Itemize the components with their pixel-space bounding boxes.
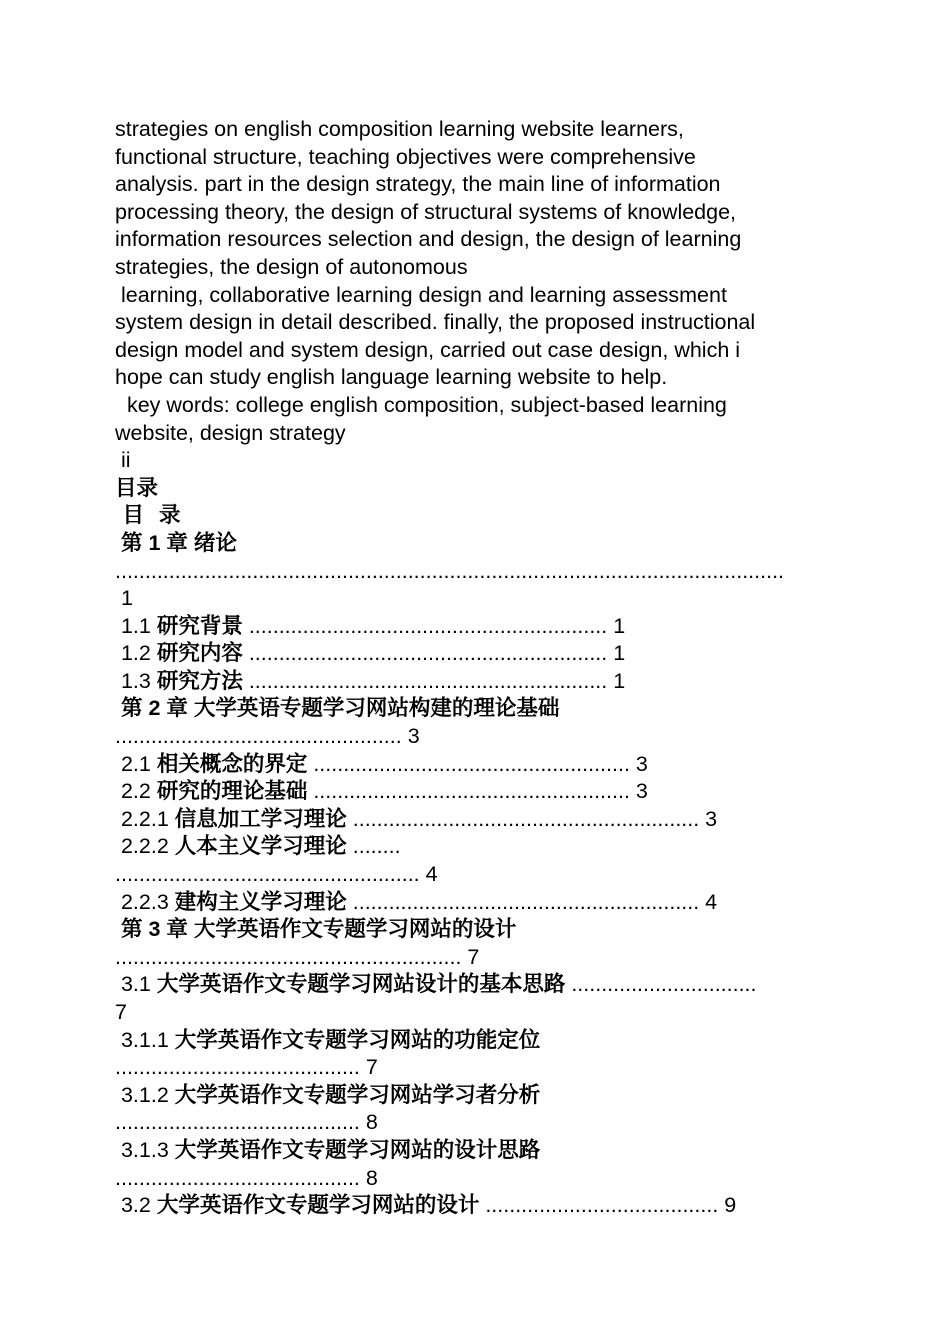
toc-entry-title: 大学英语作文专题学习网站的设计 — [193, 917, 517, 943]
toc-entry-2-1[interactable] — [115, 751, 845, 779]
toc-entry-number: 3.2 — [115, 1193, 157, 1218]
toc-entry-leader: ............................................................ 1 — [242, 668, 626, 693]
toc-entry-title: 大学英语作文专题学习网站学习者分析 — [174, 1082, 541, 1108]
abstract-line: strategies on english composition learning website learners, — [115, 117, 684, 141]
abstract-line: design model and system design, carried out case design, which i — [115, 337, 741, 362]
toc-entry-leader: ............................................................ 1 — [242, 641, 626, 666]
toc-entry-3-2[interactable] — [115, 1192, 845, 1220]
toc-entry-title: 大学英语作文专题学习网站设计的基本思路 — [156, 972, 566, 998]
abstract-line: hope can study english language learning website to help. — [115, 365, 668, 390]
toc-entry-number: 3.1.1 — [115, 1027, 175, 1052]
toc-entry-number: 1.1 — [115, 613, 157, 638]
toc-entry-title: 相关概念的界定 — [156, 751, 308, 777]
keywords-line: website, design strategy — [115, 420, 346, 445]
toc-entry-leader: ....................................... 9 — [479, 1193, 737, 1218]
toc-entry-2-2-1[interactable] — [115, 806, 845, 834]
toc-entry-title: 信息加工学习理论 — [174, 806, 347, 832]
page-number: ii — [115, 448, 131, 473]
toc-entry-number: 第 2 章 — [115, 696, 194, 721]
toc-heading: 目录 — [115, 475, 159, 501]
toc-page-number: 1 — [115, 586, 133, 611]
abstract-line: information resources selection and design, the design of learning — [115, 227, 742, 252]
toc-entry-number: 2.2.1 — [115, 806, 175, 831]
document-page — [115, 116, 845, 1220]
toc-entry-chapter-2[interactable] — [115, 695, 845, 723]
abstract-line: analysis. part in the design strategy, the main line of information — [115, 172, 721, 197]
toc-leader-dots: ......................................... 8 — [115, 1110, 378, 1135]
toc-entry-number: 2.2.2 — [115, 834, 175, 859]
toc-leader-dots: ......................................... 7 — [115, 1055, 378, 1080]
toc-entry-3-1-2[interactable] — [115, 1082, 845, 1110]
toc-entry-number: 2.2.3 — [115, 889, 175, 914]
toc-entry-title: 建构主义学习理论 — [174, 889, 347, 915]
toc-leader-dots: ................................................... 4 — [115, 862, 438, 887]
toc-entry-1-1[interactable] — [115, 613, 845, 641]
toc-entry-3-1-1[interactable] — [115, 1027, 845, 1055]
toc-heading-spaced: 目 录 — [115, 503, 181, 529]
toc-entry-number: 第 1 章 — [115, 530, 194, 555]
toc-entry-2-2[interactable] — [115, 778, 845, 806]
abstract-line: processing theory, the design of structural systems of knowledge, — [115, 199, 737, 224]
toc-entry-number: 1.3 — [115, 668, 157, 693]
toc-leader-dots: ......................................... 8 — [115, 1165, 378, 1190]
toc-entry-number: 1.2 — [115, 641, 157, 666]
toc-entry-title: 大学英语作文专题学习网站的功能定位 — [174, 1027, 541, 1053]
toc-entry-title: 研究内容 — [156, 641, 243, 667]
toc-entry-leader: .......................................................... 3 — [346, 806, 718, 831]
toc-entry-leader: ..................................................... 3 — [307, 751, 648, 776]
toc-entry-leader: ........ — [346, 834, 401, 859]
toc-entry-title: 研究的理论基础 — [156, 779, 308, 805]
toc-entry-3-1[interactable] — [115, 971, 845, 999]
keywords-line: key words: college english composition, subject-based learning — [115, 392, 727, 417]
toc-entry-number: 3.1.3 — [115, 1137, 175, 1162]
toc-entry-chapter-3[interactable] — [115, 916, 845, 944]
table-of-contents — [115, 530, 845, 1220]
toc-entry-chapter-1[interactable] — [115, 530, 845, 558]
abstract-line: system design in detail described. finally, the proposed instructional — [115, 310, 756, 335]
toc-entry-title: 研究背景 — [156, 613, 243, 639]
toc-entry-number: 3.1 — [115, 972, 157, 997]
toc-page-number: 7 — [115, 1000, 127, 1024]
toc-entry-leader: ..................................................... 3 — [307, 779, 648, 804]
toc-entry-number: 2.1 — [115, 751, 157, 776]
toc-entry-title: 大学英语作文专题学习网站的设计思路 — [174, 1137, 541, 1163]
toc-entry-2-2-2[interactable] — [115, 833, 845, 861]
toc-entry-number: 2.2 — [115, 779, 157, 804]
abstract-line: learning, collaborative learning design and learning assessment — [115, 282, 727, 307]
toc-entry-leader: ............................................................ 1 — [242, 613, 626, 638]
toc-leader-dots: ................................................ 3 — [115, 724, 420, 749]
toc-entry-1-3[interactable] — [115, 668, 845, 696]
toc-leader-dots: ................................................................................................................ — [115, 558, 785, 583]
toc-entry-number: 3.1.2 — [115, 1082, 175, 1107]
abstract-text — [115, 116, 845, 447]
toc-entry-title: 绪论 — [193, 530, 237, 556]
toc-entry-leader: .......................................................... 4 — [346, 889, 718, 914]
abstract-line: strategies, the design of autonomous — [115, 254, 468, 279]
toc-entry-title: 大学英语作文专题学习网站的设计 — [156, 1193, 480, 1219]
toc-entry-title: 人本主义学习理论 — [174, 834, 347, 860]
toc-entry-number: 第 3 章 — [115, 917, 194, 942]
toc-entry-3-1-3[interactable] — [115, 1137, 845, 1165]
toc-leader-dots: .......................................................... 7 — [115, 944, 480, 969]
toc-entry-1-2[interactable] — [115, 640, 845, 668]
toc-entry-leader: ............................... — [565, 972, 757, 997]
toc-entry-2-2-3[interactable] — [115, 889, 845, 917]
toc-entry-title: 研究方法 — [156, 668, 243, 694]
abstract-line: functional structure, teaching objectives were comprehensive — [115, 144, 696, 169]
toc-entry-title: 大学英语专题学习网站构建的理论基础 — [193, 696, 560, 722]
